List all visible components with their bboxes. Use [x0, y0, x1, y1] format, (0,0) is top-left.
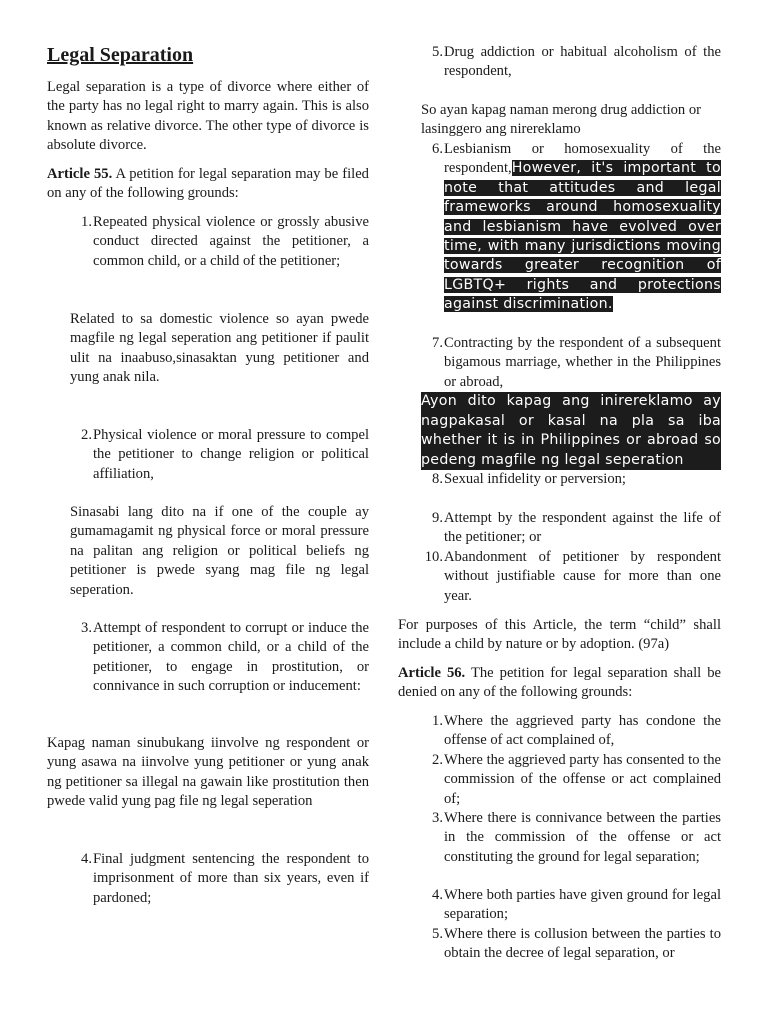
list-text: Where both parties have given ground for legal separation; [444, 887, 721, 923]
list-text: Drug addiction or habitual alcoholism of the respondent, [444, 44, 721, 80]
list-item [421, 886, 721, 925]
list-text [444, 140, 721, 315]
list-text: Abandonment of petitioner by respondent without justifiable cause for more than one year. [444, 549, 721, 604]
list-text: Physical violence or moral pressure to compel the petitioner to change religion or political affiliation, [93, 427, 369, 482]
article-55-paragraph [47, 165, 369, 204]
highlighted-note: Ayon dito kapag ang inirereklamo ay nagpakasal or kasal na pla sa iba whether it is in Philippines or abroad so pedeng magfile ng legal seperation [421, 392, 721, 470]
list-item [421, 470, 721, 489]
article-56-paragraph [398, 664, 721, 703]
list-number: 4. [81, 851, 92, 867]
list-item [421, 925, 721, 964]
list-number: 8. [432, 471, 443, 487]
list-number: 10. [424, 549, 443, 565]
page-title: Legal Separation [47, 44, 194, 66]
list-number: 5. [432, 44, 443, 60]
intro-paragraph: Legal separation is a type of divorce where either of the party has no legal right to marry again. This is also known as relative divorce. The other type of divorce is absolute divorce. [47, 79, 369, 154]
list-number: 2. [432, 752, 443, 768]
list-text: Attempt of respondent to corrupt or induce the petitioner, a common child, or a child of the petitioner, to engage in prostitution, or connivance in such corruption or inducement: [93, 620, 369, 695]
list-item [421, 712, 721, 751]
list-item [421, 548, 721, 606]
list-item [421, 43, 721, 82]
list-text: Repeated physical violence or grossly abusive conduct directed against the petitioner, a common child, or a child of the petitioner; [93, 214, 369, 269]
list-number: 1. [432, 713, 443, 729]
list-item [421, 809, 721, 867]
list-item [421, 751, 721, 809]
list-text: Where the aggrieved party has condone the offense of act complained of, [444, 713, 721, 749]
list-text: Sexual infidelity or perversion; [444, 471, 626, 487]
note-paragraph: Sinasabi lang dito na if one of the couple ay gumamagamit ng physical force or moral pressure na palitan ang religion or political beliefs ng petitioner is pwede syang mag file ng legal seperation. [70, 504, 369, 598]
list-text: Final judgment sentencing the respondent to imprisonment of more than six years, even if pardoned; [93, 851, 369, 906]
article-56-text: The petition for legal separation shall be denied on any of the following grounds: [398, 665, 721, 701]
list-text: Contracting by the respondent of a subsequent bigamous marriage, whether in the Philippines or abroad, [444, 335, 721, 390]
list-number: 2. [81, 427, 92, 443]
article-55-text: A petition for legal separation may be filed on any of the following grounds: [47, 166, 369, 202]
highlighted-text: However, it's important to note that attitudes and legal frameworks around homosexuality and lesbianism have evolved over time, with many jurisdictions moving towards greater recognition of LGBTQ+ rights and protections against discrimination. [444, 160, 721, 313]
list-item [70, 426, 369, 484]
list-text: Where there is connivance between the parties in the commission of the offense or act constituting the ground for legal separation; [444, 810, 721, 865]
list-number: 9. [432, 510, 443, 526]
list-number: 3. [432, 810, 443, 826]
list-item [421, 140, 721, 315]
article-55-label: Article 55. [47, 166, 113, 182]
list-number: 5. [432, 926, 443, 942]
list-text: Attempt by the respondent against the life of the petitioner; or [444, 510, 721, 546]
list-number: 3. [81, 620, 92, 636]
list-item [421, 334, 721, 392]
list-text: Where the aggrieved party has consented to the commission of the offense or act complained of; [444, 752, 721, 807]
note-paragraph: Related to sa domestic violence so ayan pwede magfile ng legal seperation ang petitioner if paulit ulit na inaabuso,sinasaktan yung petitioner and yung anak nila. [70, 311, 369, 386]
list-number: 4. [432, 887, 443, 903]
article-56-label: Article 56. [398, 665, 466, 681]
note-paragraph: Kapag naman sinubukang iinvolve ng respondent or yung asawa na iinvolve yung petitioner or yung anak ng petitioner sa illegal na gawain like prostitution then pwede valid yung pag file ng legal seperation [47, 735, 369, 810]
list-number: 1. [81, 214, 92, 230]
list-number: 7. [432, 335, 443, 351]
list-item [70, 850, 369, 908]
list-text-plain: Lesbianism or homosexuality of the respondent, [444, 141, 721, 177]
list-item [70, 619, 369, 697]
list-item [70, 213, 369, 271]
list-item [421, 509, 721, 548]
child-definition: For purposes of this Article, the term “child” shall include a child by nature or by adoption. (97a) [398, 617, 721, 653]
note-paragraph: So ayan kapag naman merong drug addiction or lasinggero ang nirereklamo [421, 102, 702, 138]
list-number: 6. [432, 141, 443, 157]
list-text: Where there is collusion between the parties to obtain the decree of legal separation, or [444, 926, 721, 962]
